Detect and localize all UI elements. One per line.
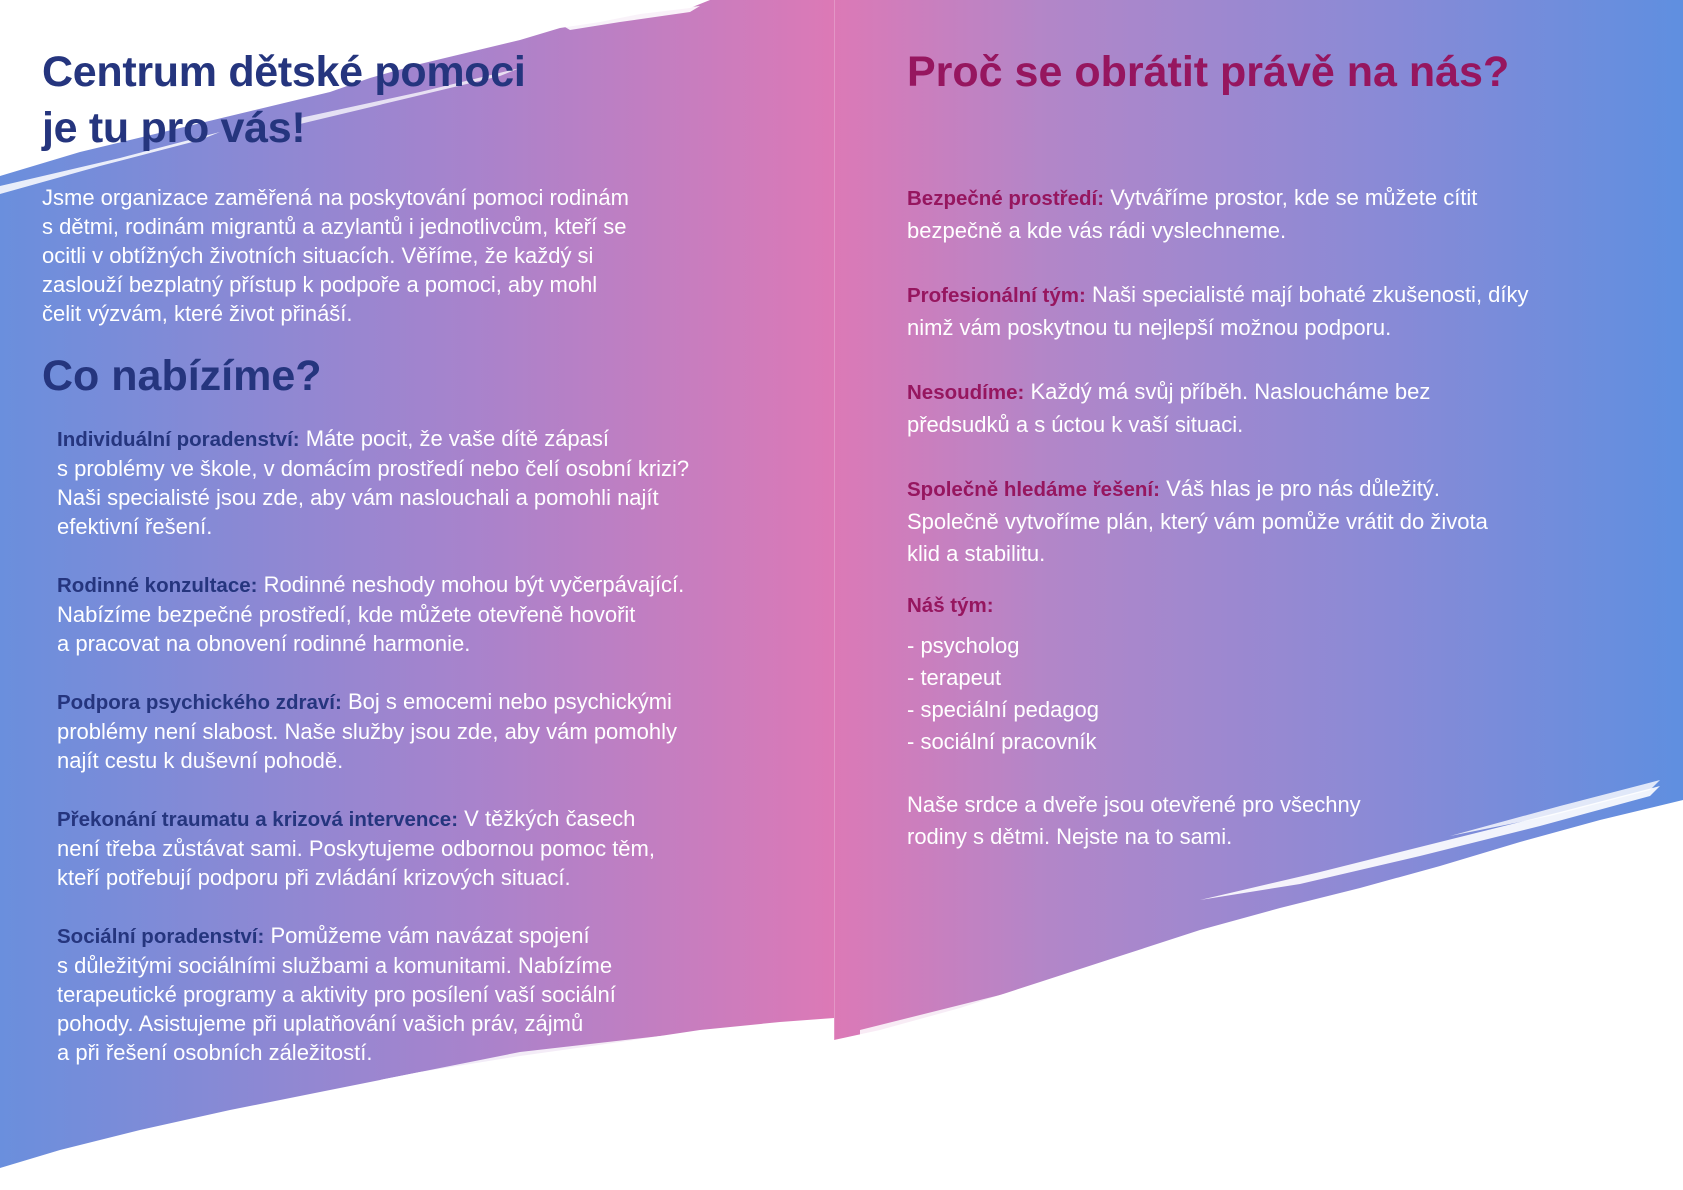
service-text: Nabízíme bezpečné prostředí, kde můžete otevřeně hovořit (57, 602, 636, 627)
reason-item (907, 182, 1637, 247)
service-first-line (57, 687, 797, 717)
reason-text: Naši specialisté mají bohaté zkušenosti, díky (1091, 282, 1529, 307)
left-title-line: je tu pro vás! (42, 104, 306, 152)
closing-text (907, 789, 1361, 853)
service-text: a pracovat na obnovení rodinné harmonie. (57, 631, 471, 656)
service-text: problémy není slabost. Naše služby jsou zde, aby vám pomohly (57, 719, 677, 744)
service-term: Podpora psychického zdraví: (57, 691, 342, 714)
intro-line: s dětmi, rodinám migrantů a azylantů i jednotlivcům, kteří se (42, 214, 627, 239)
team-member-item: - psycholog (907, 633, 1020, 658)
intro-line: Jsme organizace zaměřená na poskytování pomoci rodinám (42, 185, 629, 210)
reason-text: předsudků a s úctou k vaší situaci. (907, 412, 1244, 437)
intro-paragraph (42, 183, 732, 328)
service-text: efektivní řešení. (57, 514, 213, 539)
reason-item (907, 473, 1637, 570)
reason-term: Společně hledáme řešení: (907, 478, 1160, 501)
team-member-item: - terapeut (907, 665, 1002, 690)
service-text: Boj s emocemi nebo psychickými (347, 689, 672, 714)
reason-text: klid a stabilitu. (907, 541, 1046, 566)
team-member-item: - speciální pedagog (907, 697, 1100, 722)
service-text: Pomůžeme vám navázat spojení (270, 923, 590, 948)
services-list (57, 424, 797, 1096)
service-first-line (57, 921, 797, 951)
reason-term: Bezpečné prostředí: (907, 187, 1105, 210)
service-item (57, 570, 797, 658)
service-text: terapeutické programy a aktivity pro posílení vaší sociální (57, 982, 616, 1007)
reason-item (907, 279, 1637, 344)
reason-first-line (907, 376, 1637, 409)
service-term: Rodinné konzultace: (57, 574, 258, 597)
intro-line: ocitli v obtížných životních situacích. Věříme, že každý si (42, 243, 594, 268)
reason-first-line (907, 182, 1637, 215)
left-title (42, 44, 526, 156)
closing-line: Naše srdce a dveře jsou otevřené pro všechny (907, 792, 1361, 817)
reason-text: Váš hlas je pro nás důležitý. (1166, 476, 1440, 501)
service-text: kteří potřebují podporu při zvládání krizových situací. (57, 865, 571, 890)
service-text: a při řešení osobních záležitostí. (57, 1040, 373, 1065)
service-text: s problémy ve škole, v domácím prostředí nebo čelí osobní krizi? (57, 456, 690, 481)
bottom-right-brush-stroke (834, 800, 1683, 1190)
service-term: Překonání traumatu a krizová intervence: (57, 808, 459, 831)
service-text: pohody. Asistujeme při uplatňování vašich práv, zájmů (57, 1011, 584, 1036)
offer-heading: Co nabízíme? (42, 352, 322, 400)
reason-text: bezpečně a kde vás rádi vyslechneme. (907, 218, 1287, 243)
reason-first-line (907, 473, 1637, 506)
service-text: není třeba zůstávat sami. Poskytujeme odbornou pomoc těm, (57, 836, 655, 861)
service-text: Rodinné neshody mohou být vyčerpávající. (263, 572, 685, 597)
service-text: V těžkých časech (464, 806, 636, 831)
reason-text: Společně vytvoříme plán, který vám pomůže vrátit do života (907, 509, 1488, 534)
right-title: Proč se obrátit právě na nás? (907, 48, 1510, 96)
page-fold-line (834, 0, 835, 1190)
intro-line: zaslouží bezplatný přístup k podpoře a pomoci, aby mohl (42, 272, 598, 297)
service-first-line (57, 424, 797, 454)
service-text: Naši specialisté jsou zde, aby vám naslouchali a pomohli najít (57, 485, 659, 510)
reason-text: Vytváříme prostor, kde se můžete cítit (1110, 185, 1478, 210)
service-term: Sociální poradenství: (57, 925, 265, 948)
service-first-line (57, 804, 797, 834)
service-text: Máte pocit, že vaše dítě zápasí (305, 426, 610, 451)
service-term: Individuální poradenství: (57, 428, 300, 451)
team-heading: Náš tým: (907, 594, 994, 617)
left-title-line: Centrum dětské pomoci (42, 48, 526, 96)
service-first-line (57, 570, 797, 600)
service-item (57, 921, 797, 1067)
reason-term: Nesoudíme: (907, 381, 1025, 404)
service-item (57, 804, 797, 892)
reason-text: nimž vám poskytnou tu nejlepší možnou podporu. (907, 315, 1392, 340)
team-list (907, 630, 1099, 758)
reasons-list (907, 182, 1637, 602)
reason-term: Profesionální tým: (907, 284, 1086, 307)
service-item (57, 687, 797, 775)
service-item (57, 424, 797, 541)
intro-line: čelit výzvám, které život přináší. (42, 301, 353, 326)
reason-item (907, 376, 1637, 441)
closing-line: rodiny s dětmi. Nejste na to sami. (907, 824, 1233, 849)
team-member-item: - sociální pracovník (907, 729, 1097, 754)
reason-text: Každý má svůj příběh. Nasloucháme bez (1030, 379, 1431, 404)
reason-first-line (907, 279, 1637, 312)
service-text: s důležitými sociálními službami a komunitami. Nabízíme (57, 953, 613, 978)
service-text: najít cestu k duševní pohodě. (57, 748, 344, 773)
